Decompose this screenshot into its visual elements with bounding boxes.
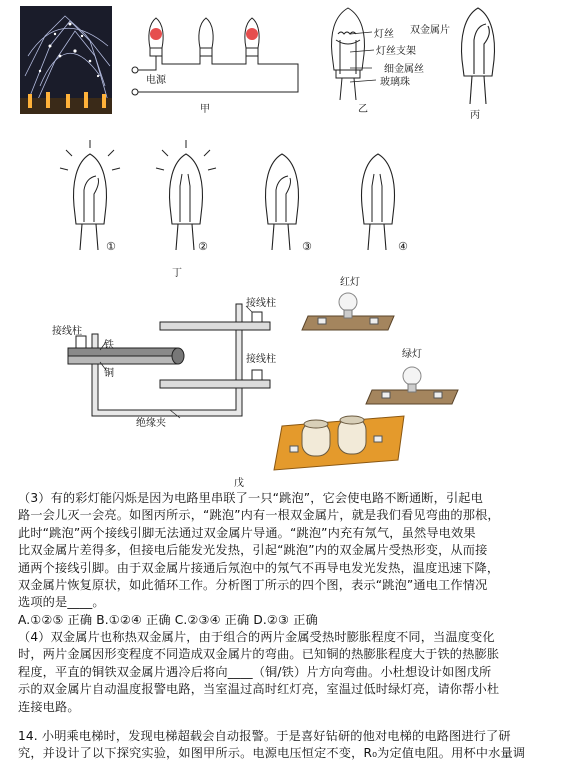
q3-line: 此时“跳泡”两个接线引脚无法通过双金属片导通。“跳泡”内充有氖气，虽然导电效果 xyxy=(18,525,476,540)
terminal-left-label: 接线柱 xyxy=(52,326,82,337)
label-filament-holder: 灯丝支架 xyxy=(376,46,416,57)
figure-yi-caption: 乙 xyxy=(358,104,368,115)
state-number-2: ② xyxy=(198,240,208,253)
green-lamp-label: 绿灯 xyxy=(402,349,422,360)
state-number-1: ① xyxy=(106,240,116,253)
lights-photo xyxy=(20,6,112,114)
figure-ding-caption: 丁 xyxy=(172,268,182,279)
label-thin-wire: 细金属丝 xyxy=(384,64,424,75)
figure-wu-caption: 戊 xyxy=(234,478,244,489)
q14-line: 14. 小明乘电梯时，发现电梯超载会自动报警。于是喜好钻研的他对电梯的电路图进行了研 xyxy=(18,729,511,743)
q4-line: 连接电路。 xyxy=(18,699,80,714)
q4-line: 时，两片金属因形变程度不同造成双金属片的弯曲。已知铜的热膨胀程度大于铁的热膨胀 xyxy=(18,647,500,662)
q3-line: 通两个接线引脚。由于双金属片接通后氖泡中的氖气不再导电发光发热，温度迅速下降， xyxy=(18,560,500,575)
red-lamp-label: 红灯 xyxy=(340,277,360,288)
q3-line: 比双金属片差得多，但接电后能发光发热，引起“跳泡”内的双金属片受热形变，从而接 xyxy=(18,543,488,558)
q3-options: A.①②⑤ 正确 B.①②④ 正确 C.②③④ 正确 D.②③ 正确 xyxy=(18,612,318,627)
flasher-states-ding xyxy=(40,138,440,258)
q4-line: 程度，平直的铜铁双金属片遇冷后将向____（铜/铁）片方向弯曲。小杜想设计如图戊所 xyxy=(18,664,492,679)
q4-line: 示的双金属片自动温度报警电路，当室温过高时红灯亮，室温过低时绿灯亮，请你帮小杜 xyxy=(18,682,500,697)
terminal-right-label: 接线柱 xyxy=(246,354,276,365)
question-14-text xyxy=(18,728,558,763)
circuit-jia xyxy=(126,6,306,102)
q3-line: 路一会儿灭一会亮。如图丙所示，“跳泡”内有一根双金属片，就是我们看见弯曲的那根， xyxy=(18,508,500,523)
label-bimetal-strip: 双金属片 xyxy=(410,25,450,36)
label-filament: 灯丝 xyxy=(374,29,394,40)
figure-bing-caption: 丙 xyxy=(470,110,480,121)
q3-line: （3）有的彩灯能闪烁是因为电路里串联了一只“跳泡”，它会使电路不断通断，引起电 xyxy=(18,491,483,505)
question-4-text xyxy=(18,629,558,716)
green-lamp-board xyxy=(362,362,466,408)
question-3-text xyxy=(18,490,558,629)
iron-label: 铁 xyxy=(104,340,114,351)
q3-line: 选项的是____。 xyxy=(18,595,105,610)
state-number-4: ④ xyxy=(398,240,408,253)
figure-jia-caption: 甲 xyxy=(200,104,210,115)
power-source-label: 电源 xyxy=(146,75,166,86)
q4-line: （4）双金属片也称热双金属片，由于组合的两片金属受热时膨胀程度不同，当温度变化 xyxy=(18,630,495,644)
flasher-bulb-bing xyxy=(452,4,508,108)
red-lamp-board xyxy=(298,288,402,334)
copper-label: 铜 xyxy=(104,368,114,379)
terminal-top-label: 接线柱 xyxy=(246,298,276,309)
label-glass-bead: 玻璃珠 xyxy=(380,77,410,88)
state-number-3: ③ xyxy=(302,240,312,253)
battery-box xyxy=(272,406,412,476)
q3-line: 双金属片恢复原状，如此循环工作。分析图丁所示的四个图，表示“跳泡”通电工作情况 xyxy=(18,578,488,593)
insulator-label: 绝缘夹 xyxy=(136,418,166,429)
q14-line: 究，并设计了以下探究实验，如图甲所示。电源电压恒定不变，R₀为定值电阻。用杯中水量调 xyxy=(18,746,526,761)
